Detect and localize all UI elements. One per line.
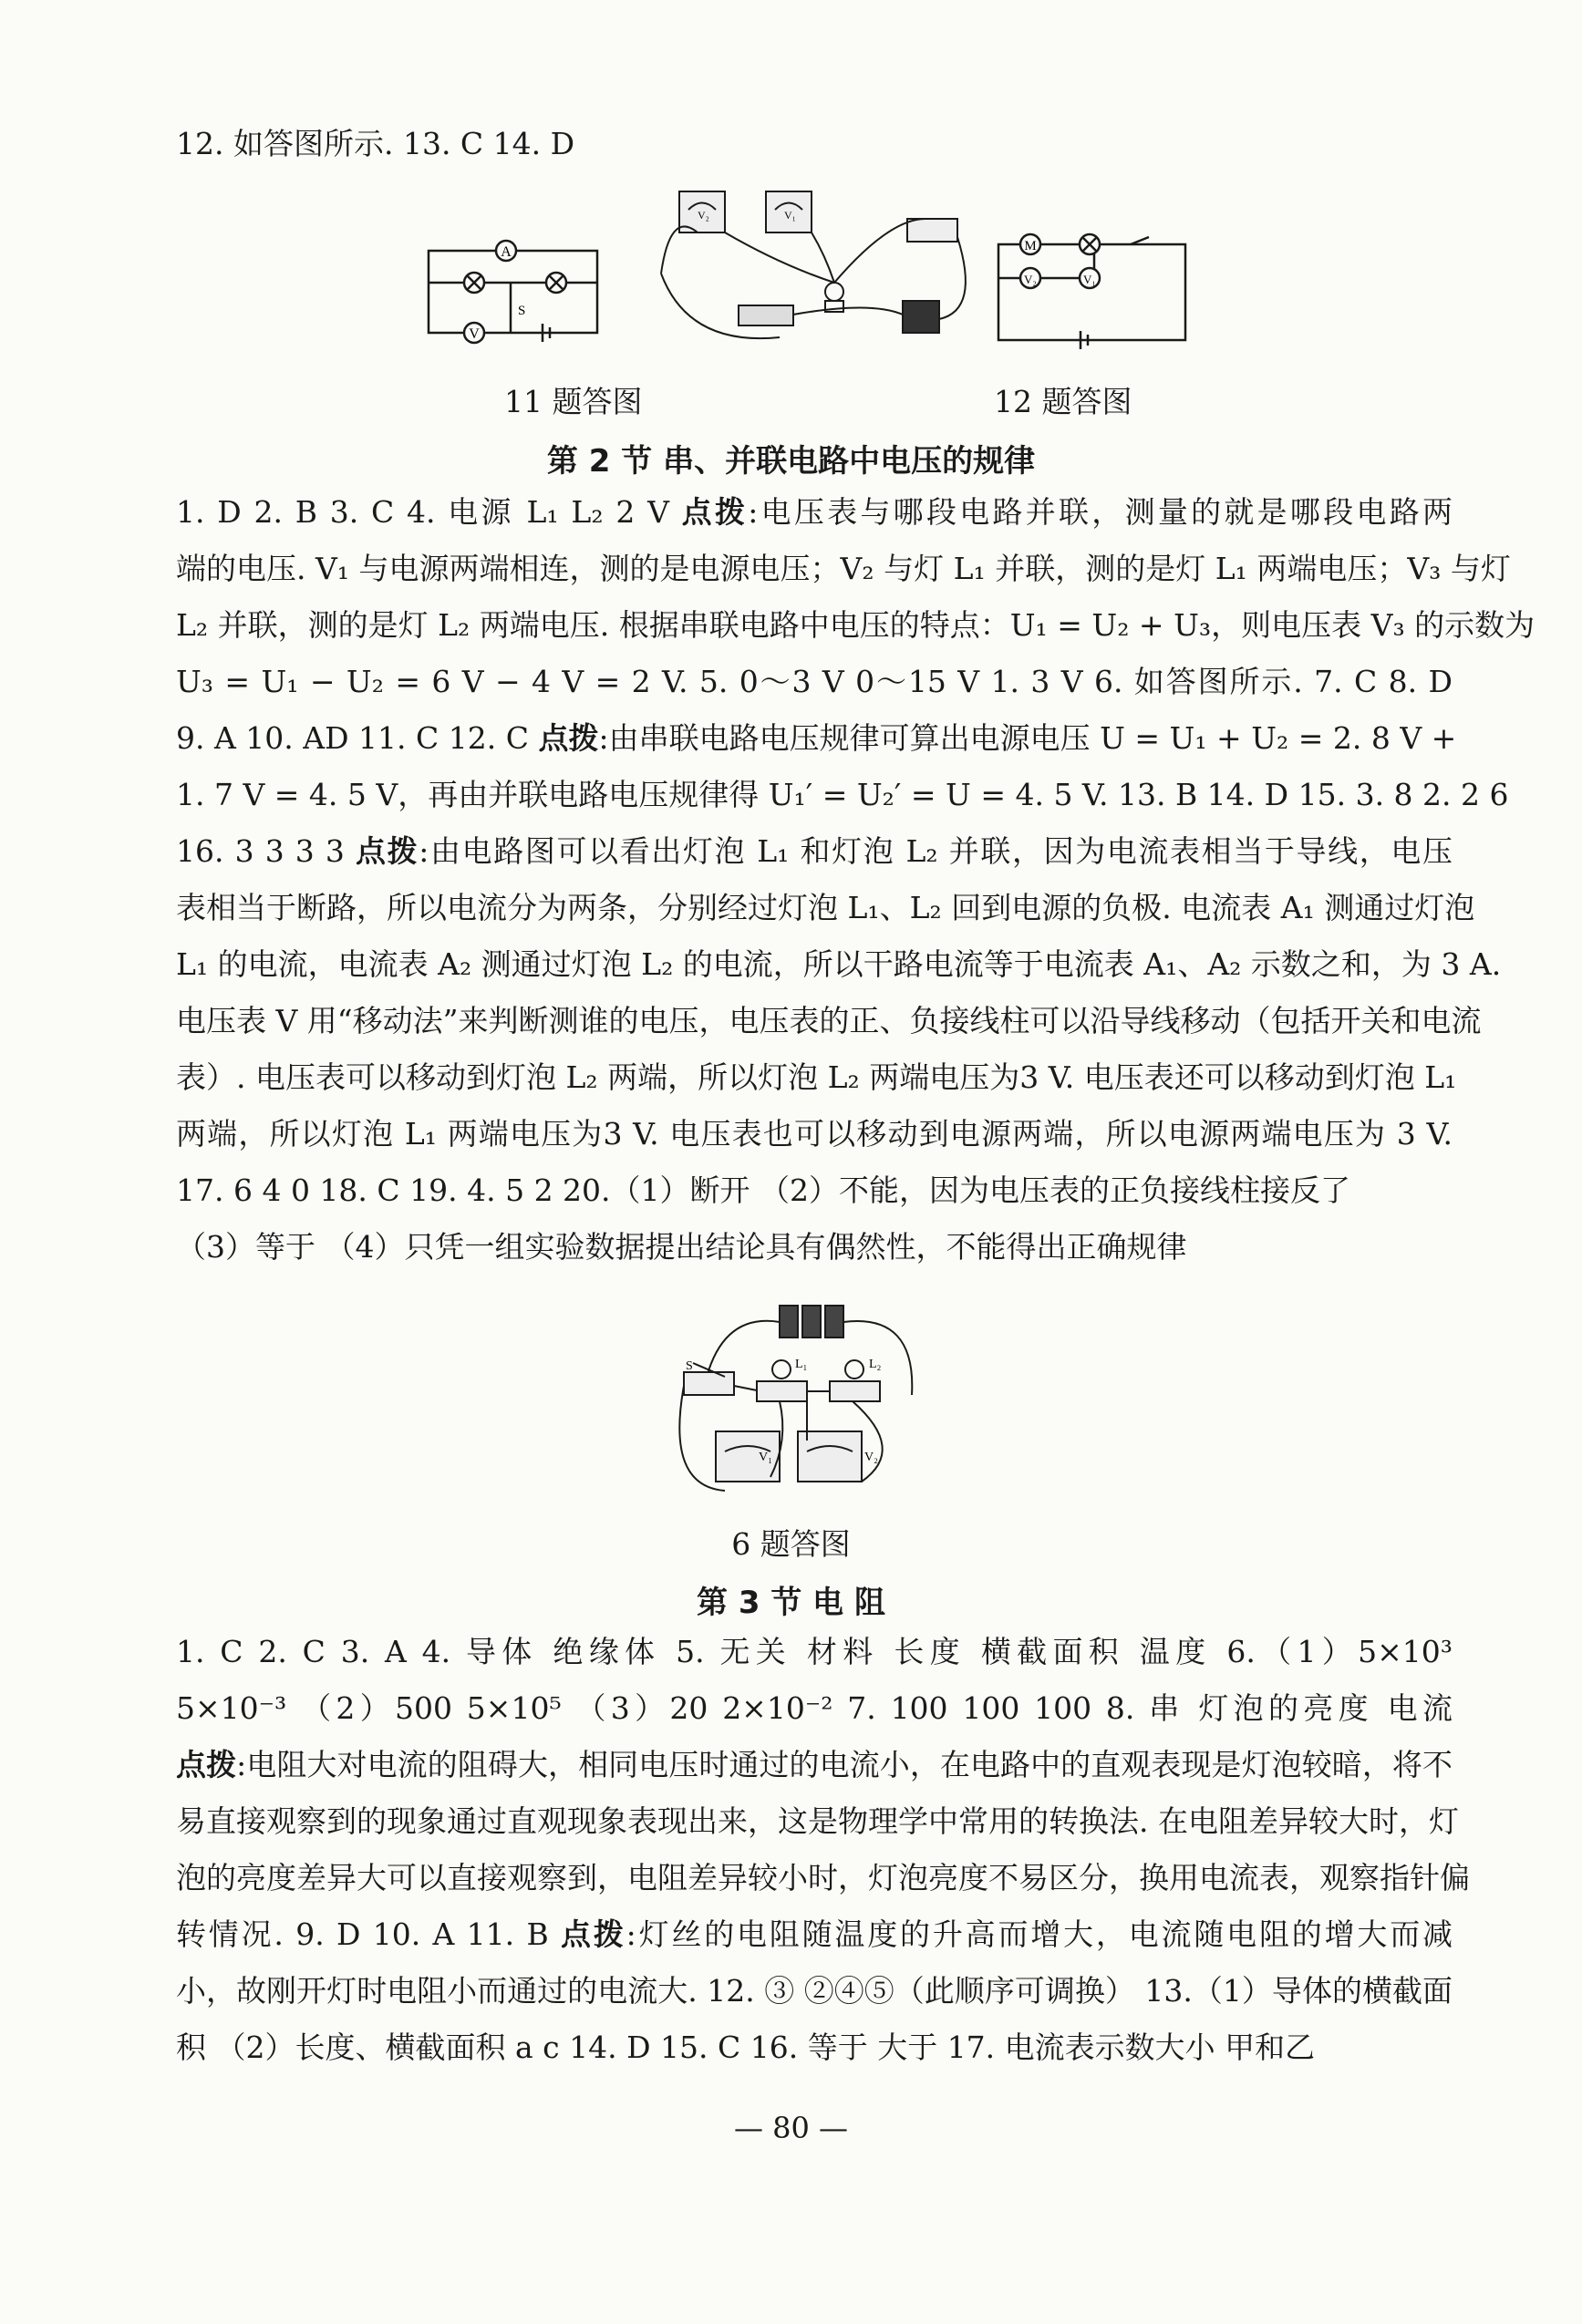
section3-line-6 [176,1916,1453,1953]
line-text: :灯丝的电阻随温度的升高而增大，电流随电阻的增大而减 [626,1916,1453,1952]
line-text: 转情况. 9. D 10. A 11. B [176,1916,562,1952]
fig6-switch-label: S [686,1359,693,1373]
section2-line-3: L₂ 并联，测的是灯 L₂ 两端电压. 根据串联电路中电压的特点：U₁ = U₂ + U₃，则电压表 V₃ 的示数为 [176,607,1535,643]
fig6-v2-label: V₂ [864,1451,878,1464]
section3-line-4: 易直接观察到的现象通过直观现象表现出来，这是物理学中常用的转换法. 在电阻差异较大时，灯 [176,1803,1459,1839]
section3-line-2: 5×10⁻³ （2）500 5×10⁵ （3）20 2×10⁻² 7. 100 100 100 8. 串 灯泡的亮度 电流 [176,1690,1453,1726]
section3-line-7: 小，故刚开灯时电阻小而通过的电流大. 12. ③ ②④⑤（此顺序可调换） 13.（1）导体的横截面 [176,1973,1453,2009]
section2-line-2: 端的电压. V₁ 与电源两端相连，测的是电源电压；V₂ 与灯 L₁ 并联，测的是灯 L₁ 两端电压；V₃ 与灯 [176,551,1511,586]
switch-label: S [518,304,526,318]
section2-line-11: 表）. 电压表可以移动到灯泡 L₂ 两端，所以灯泡 L₂ 两端电压为3 V. 电压表还可以移动到灯泡 L₁ [176,1059,1457,1095]
fig6-l2-label: L₂ [869,1358,882,1371]
voltmeter-label: V [469,326,480,342]
section2-line-14: （3）等于 （4）只凭一组实验数据提出结论具有偶然性，不能得出正确规律 [176,1229,1187,1265]
line-text: 1. D 2. B 3. C 4. 电源 L₁ L₂ 2 V [176,494,682,530]
motor-label: M [1024,239,1037,253]
line-text: :由串联电路电压规律可算出电源电压 U = U₁ + U₂ = 2. 8 V + [598,720,1457,756]
ammeter-label: A [501,244,512,260]
section2-line-9: L₁ 的电流，电流表 A₂ 测通过灯泡 L₂ 的电流，所以干路电流等于电流表 A₁、A₂ 示数之和，为 3 A. [176,946,1502,982]
section2-line-8: 表相当于断路，所以电流分为两条，分别经过灯泡 L₁、L₂ 回到电源的负极. 电流表 A₁ 测通过灯泡 [176,890,1475,925]
v1-label: V₁ [1083,273,1096,286]
hint-label: 点拨 [681,494,749,530]
fig6-physical-circuit-sketch [670,1295,935,1500]
page-number: — 80 — [733,2111,849,2145]
line-text: 9. A 10. AD 11. C 12. C [176,720,539,756]
line-text: :由电路图可以看出灯泡 L₁ 和灯泡 L₂ 并联，因为电流表相当于导线，电压 [419,833,1453,869]
section3-line-1: 1. C 2. C 3. A 4. 导体 绝缘体 5. 无关 材料 长度 横截面积 温度 6.（1）5×10³ [176,1634,1453,1669]
hint-label: 点拨 [176,1747,237,1782]
line-text: :电压表与哪段电路并联，测量的就是哪段电路两 [748,494,1453,530]
fig6-v1-label: V₁ [759,1451,772,1464]
line-text: 16. 3 3 3 3 [176,833,356,869]
fig6-caption: 6 题答图 [731,1526,851,1562]
line-text: :电阻大对电流的阻碍大，相同电压时通过的电流小，在电路中的直观表现是灯泡较暗，将不 [236,1747,1453,1782]
section2-line-4: U₃ = U₁ − U₂ = 6 V − 4 V = 2 V. 5. 0～3 V 0～15 V 1. 3 V 6. 如答图所示. 7. C 8. D [176,664,1453,699]
v1-meter-label: V₁ [784,209,796,222]
section2-line-1 [176,494,1453,531]
section2-line-10: 电压表 V 用“移动法”来判断测谁的电压，电压表的正、负接线柱可以沿导线移动（包括开关和电流 [176,1003,1482,1038]
section3-title: 第 3 节 电 阻 [696,1585,885,1621]
fig11-circuit-diagram [424,232,606,360]
section3-line-5: 泡的亮度差异大可以直接观察到，电阻差异较小时，灯泡亮度不易区分，换用电流表，观察指针偏 [176,1860,1470,1895]
section2-line-7 [176,833,1453,870]
fig11-caption: 11 题答图 [504,384,643,419]
answer-line-12-14: 12. 如答图所示. 13. C 14. D [176,126,575,161]
section3-line-3 [176,1747,1453,1783]
hint-label: 点拨 [538,720,599,756]
section2-line-5 [176,720,1457,757]
fig6-l1-label: L₁ [795,1358,808,1371]
v2-meter-label: V₂ [698,209,709,222]
fig12-caption: 12 题答图 [994,384,1132,419]
hint-label: 点拨 [356,833,419,869]
section2-line-13: 17. 6 4 0 18. C 19. 4. 5 2 20.（1）断开 （2）不能，因为电压表的正负接线柱接反了 [176,1172,1351,1208]
section2-title: 第 2 节 串、并联电路中电压的规律 [546,443,1036,480]
fig12-physical-circuit-sketch [652,182,976,346]
fig12-circuit-diagram [994,228,1190,356]
section2-line-6: 1. 7 V = 4. 5 V，再由并联电路电压规律得 U₁′ = U₂′ = U = 4. 5 V. 13. B 14. D 15. 3. 8 2. 2 6 [176,777,1509,812]
hint-label: 点拨 [561,1916,626,1952]
section3-line-8: 积 （2）长度、横截面积 a c 14. D 15. C 16. 等于 大于 17. 电流表示数大小 甲和乙 [176,2030,1316,2065]
v2-label: V₂ [1024,273,1037,286]
section2-line-12: 两端，所以灯泡 L₁ 两端电压为3 V. 电压表也可以移动到电源两端，所以电源两端电压为 3 V. [176,1116,1453,1152]
